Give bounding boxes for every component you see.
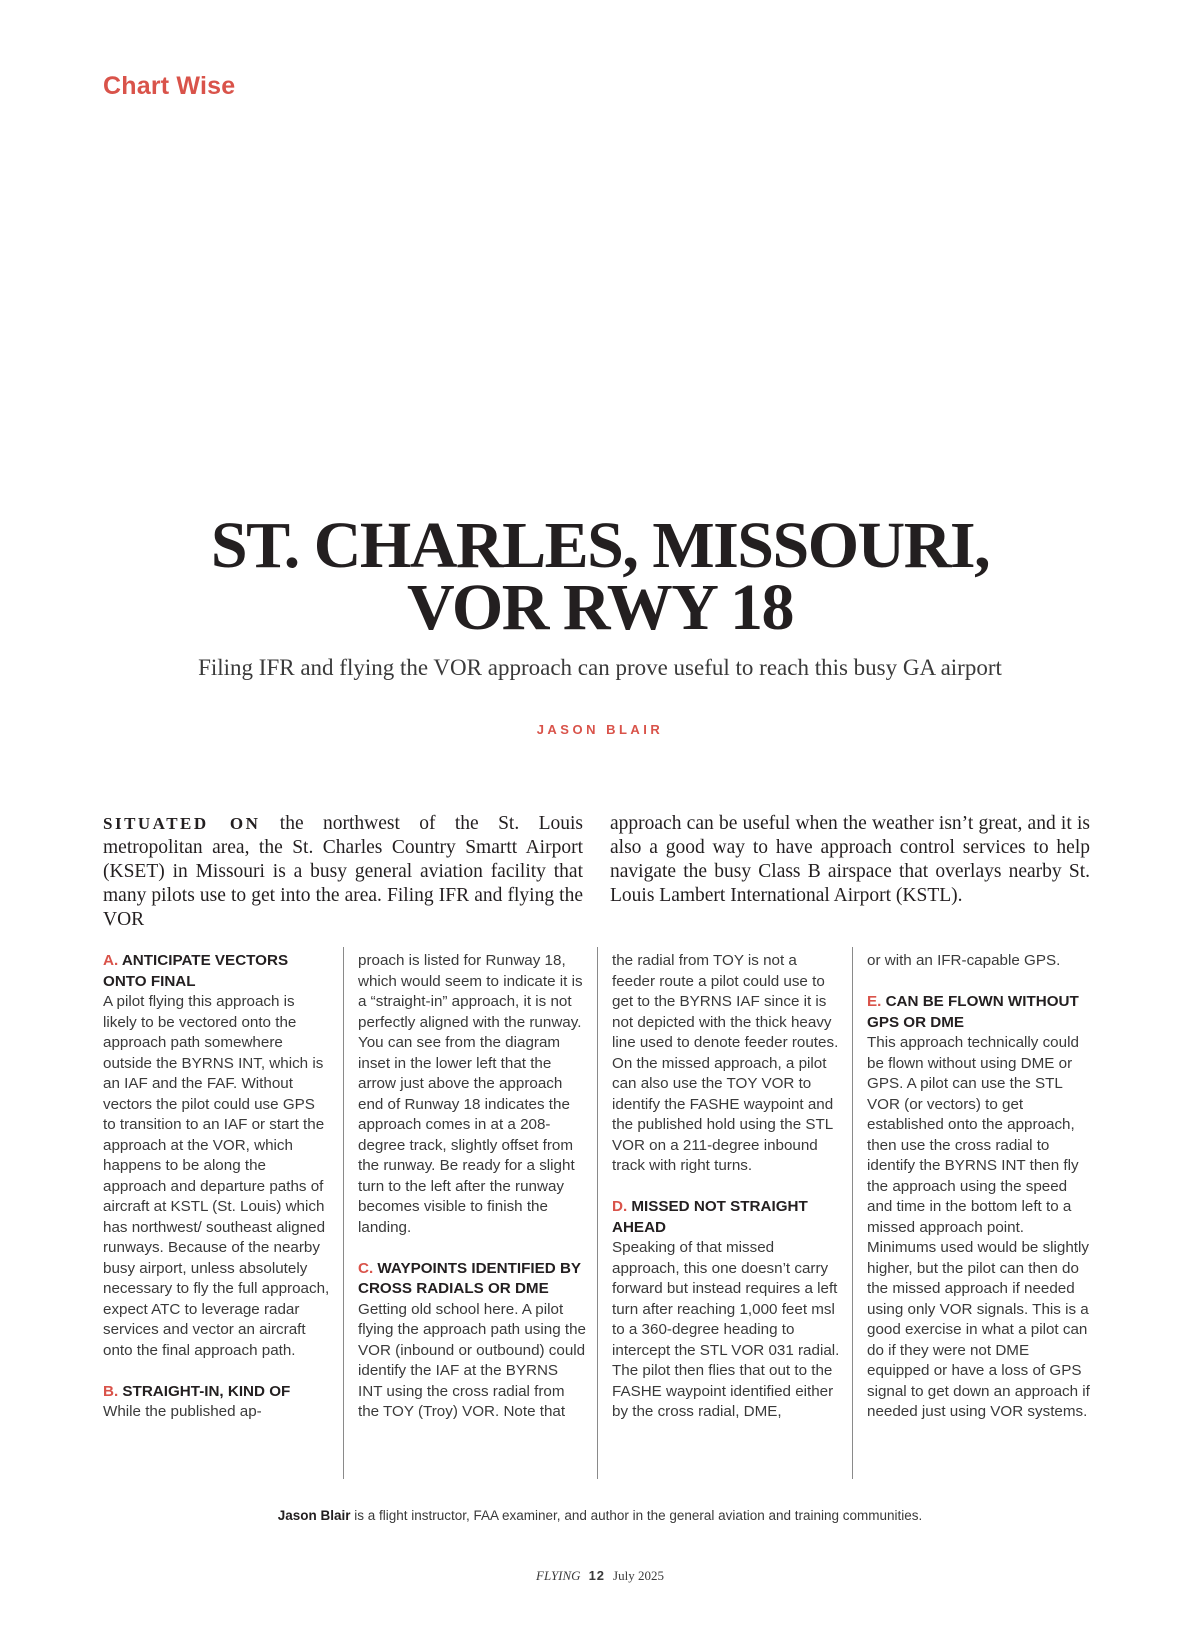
section-d-heading	[612, 1197, 840, 1238]
section-label: Chart Wise	[103, 72, 236, 100]
section-e-heading	[867, 992, 1095, 1033]
folio	[0, 1568, 1200, 1584]
headline-line-1: ST. CHARLES, MISSOURI,	[210, 509, 990, 582]
section-c-heading	[358, 1259, 586, 1300]
section-a-heading-text: ANTICIPATE VECTORS ONTO FINAL	[103, 952, 289, 990]
column-divider	[597, 947, 598, 1479]
section-b-body-start: While the published ap-	[103, 1403, 262, 1420]
column-divider	[343, 947, 344, 1479]
section-c-letter: C.	[358, 1259, 374, 1277]
author-name: Jason Blair	[277, 1508, 351, 1523]
column-3	[612, 951, 840, 1481]
intro-left-text: the northwest of the St. Louis metropolitan area, the St. Charles Country Smartt Airport (KSET) in Missouri is a busy general aviation facility that many pilots use to get into the area. Filing IFR and flying the VOR	[103, 813, 583, 930]
section-c-heading-text: WAYPOINTS IDENTIFIED BY CROSS RADIALS OR DME	[358, 1259, 581, 1297]
author-bio	[0, 1508, 1200, 1523]
intro-right: approach can be useful when the weather isn’t great, and it is also a good way to have approach control services to help navigate the busy Class B airspace that overlays nearby St. Louis Lambert International Airport (KSTL).	[610, 813, 1090, 906]
folio-magazine: FLYING	[536, 1568, 581, 1583]
section-b-heading	[103, 1382, 331, 1403]
section-c-body-start: Getting old school here. A pilot flying the approach path using the VOR (inbound or outbound) could identify the IAF at the BYRNS INT using the cross radial from the TOY (Troy) VOR. Note that	[358, 1300, 586, 1420]
intro-left	[103, 812, 583, 932]
intro-lead-in: SITUATED ON	[103, 814, 261, 833]
section-e-body: This approach technically could be flown without using DME or GPS. A pilot can use the STL VOR (or vectors) to get established onto the approach, then use the cross radial to identify the BYRNS INT then fly the approach using the speed and time in the bottom left to a missed approach point. Minimums used would be slightly higher, but the pilot can then do the missed approach if needed using only VOR signals. This is a good exercise in what a pilot can do if they were not DME equipped or have a loss of GPS signal to get down an approach if needed just using VOR systems.	[867, 1034, 1090, 1420]
author-bio-text: is a flight instructor, FAA examiner, and author in the general aviation and training communities.	[350, 1508, 923, 1523]
column-2	[358, 951, 586, 1481]
byline: JASON BLAIR	[536, 722, 664, 737]
section-d-body-cont: or with an IFR-capable GPS.	[867, 952, 1061, 969]
folio-date: July 2025	[613, 1568, 664, 1583]
column-1	[103, 951, 331, 1481]
section-c-body-cont: the radial from TOY is not a feeder route a pilot could use to get to the BYRNS IAF since it is not depicted with the thick heavy line used to denote feeder routes. On the missed approach, a pilot can also use the TOY VOR to identify the FASHE waypoint and the published hold using the STL VOR on a 211-degree inbound track with right turns.	[612, 952, 839, 1174]
section-b-heading-text: STRAIGHT-IN, KIND OF	[118, 1382, 291, 1400]
section-d-letter: D.	[612, 1198, 628, 1215]
section-b-letter: B.	[103, 1382, 119, 1400]
section-d-body-start: Speaking of that missed approach, this one doesn’t carry forward but instead requires a left turn after reaching 1,000 feet msl to a 360-degree heading to intercept the STL VOR 031 radial. The pilot then flies that out to the FASHE waypoint identified either by the cross radial, DME,	[612, 1239, 840, 1420]
section-a-letter: A.	[103, 952, 119, 969]
section-d-heading-text: MISSED NOT STRAIGHT AHEAD	[612, 1198, 808, 1236]
section-e-letter: E.	[867, 993, 882, 1010]
section-b-body-cont: proach is listed for Runway 18, which would seem to indicate it is a “straight-in” approach, it is not perfectly aligned with the runway. You can see from the diagram inset in the lower left that the arrow just above the approach end of Runway 18 indicates the approach comes in at a 208-degree track, slightly offset from the runway. Be ready for a slight turn to the left after the runway becomes visible to finish the landing.	[358, 952, 583, 1236]
headline	[0, 509, 1200, 644]
section-a-body: A pilot flying this approach is likely to be vectored onto the approach path somewhere outside the BYRNS INT, which is an IAF and the FAF. Without vectors the pilot could use GPS to transition to an IAF or start the approach at the VOR, which happens to be along the approach and departure paths of aircraft at KSTL (St. Louis) which has northwest/ southeast aligned runways. Because of the nearby busy airport, unless absolutely necessary to fly the full approach, expect ATC to leverage radar services and vector an aircraft onto the final approach path.	[103, 993, 330, 1359]
column-4	[867, 951, 1095, 1481]
column-divider	[852, 947, 853, 1479]
folio-page-number: 12	[588, 1568, 606, 1583]
deck: Filing IFR and flying the VOR approach can prove useful to reach this busy GA airport	[198, 655, 1002, 680]
section-e-heading-text: CAN BE FLOWN WITHOUT GPS OR DME	[867, 993, 1079, 1031]
headline-line-2: VOR RWY 18	[407, 571, 793, 644]
section-a-heading	[103, 951, 331, 992]
